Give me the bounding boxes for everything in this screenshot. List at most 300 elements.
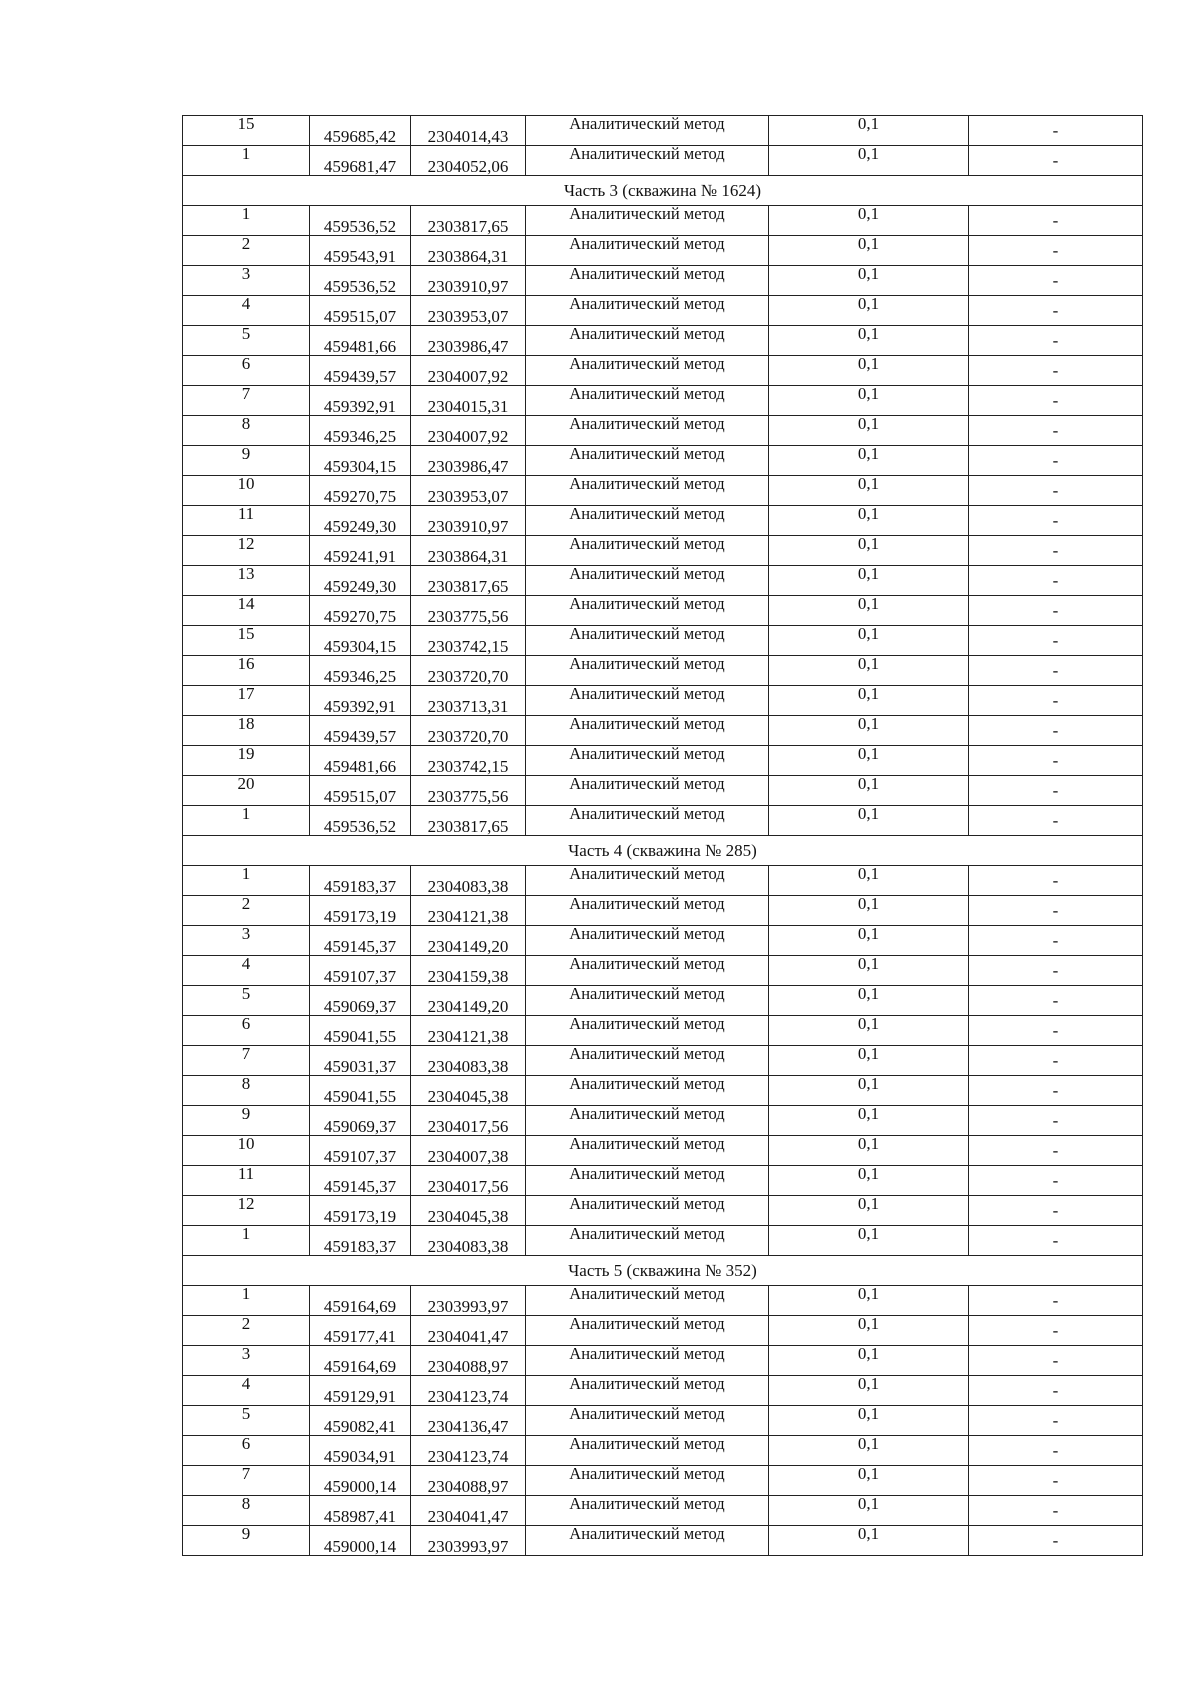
table-row [183,266,1143,296]
table-row [183,1466,1143,1496]
y-coordinate-cell: 2303864,31 [411,236,526,266]
y-coordinate-cell: 2304123,74 [411,1376,526,1406]
accuracy-cell: 0,1 [769,1346,969,1376]
point-number-cell: 1 [183,206,310,236]
table-row [183,1346,1143,1376]
method-cell: Аналитический метод [526,326,769,356]
note-cell: - [969,926,1143,956]
table-row [183,116,1143,146]
accuracy-cell: 0,1 [769,206,969,236]
accuracy-cell: 0,1 [769,1436,969,1466]
y-coordinate-cell: 2304041,47 [411,1316,526,1346]
note-cell: - [969,206,1143,236]
x-coordinate-cell: 459173,19 [310,896,411,926]
point-number-cell: 6 [183,1436,310,1466]
method-cell: Аналитический метод [526,656,769,686]
method-cell: Аналитический метод [526,686,769,716]
accuracy-cell: 0,1 [769,776,969,806]
method-cell: Аналитический метод [526,926,769,956]
y-coordinate-cell: 2304015,31 [411,386,526,416]
method-cell: Аналитический метод [526,506,769,536]
note-cell: - [969,656,1143,686]
point-number-cell: 9 [183,1106,310,1136]
table-row [183,1406,1143,1436]
x-coordinate-cell: 459392,91 [310,686,411,716]
point-number-cell: 6 [183,356,310,386]
table-row [183,356,1143,386]
method-cell: Аналитический метод [526,1526,769,1556]
note-cell: - [969,236,1143,266]
table-row [183,986,1143,1016]
table-row [183,476,1143,506]
table-row [183,1436,1143,1466]
accuracy-cell: 0,1 [769,926,969,956]
method-cell: Аналитический метод [526,1406,769,1436]
point-number-cell: 14 [183,596,310,626]
table-row [183,956,1143,986]
y-coordinate-cell: 2304045,38 [411,1196,526,1226]
method-cell: Аналитический метод [526,1496,769,1526]
method-cell: Аналитический метод [526,1046,769,1076]
accuracy-cell: 0,1 [769,1316,969,1346]
x-coordinate-cell: 459304,15 [310,446,411,476]
point-number-cell: 7 [183,386,310,416]
y-coordinate-cell: 2303910,97 [411,266,526,296]
table-row [183,1286,1143,1316]
method-cell: Аналитический метод [526,536,769,566]
accuracy-cell: 0,1 [769,1106,969,1136]
table-row [183,866,1143,896]
x-coordinate-cell: 459439,57 [310,716,411,746]
y-coordinate-cell: 2303817,65 [411,566,526,596]
accuracy-cell: 0,1 [769,506,969,536]
x-coordinate-cell: 459304,15 [310,626,411,656]
method-cell: Аналитический метод [526,296,769,326]
x-coordinate-cell: 459183,37 [310,1226,411,1256]
x-coordinate-cell: 459107,37 [310,956,411,986]
section-title: Часть 3 (скважина № 1624) [183,176,1143,206]
method-cell: Аналитический метод [526,416,769,446]
point-number-cell: 1 [183,806,310,836]
method-cell: Аналитический метод [526,266,769,296]
y-coordinate-cell: 2303986,47 [411,446,526,476]
y-coordinate-cell: 2304083,38 [411,1226,526,1256]
point-number-cell: 17 [183,686,310,716]
y-coordinate-cell: 2304149,20 [411,926,526,956]
accuracy-cell: 0,1 [769,1136,969,1166]
accuracy-cell: 0,1 [769,596,969,626]
note-cell: - [969,1526,1143,1556]
method-cell: Аналитический метод [526,626,769,656]
table-row [183,236,1143,266]
point-number-cell: 8 [183,1496,310,1526]
point-number-cell: 15 [183,116,310,146]
x-coordinate-cell: 459515,07 [310,296,411,326]
y-coordinate-cell: 2303953,07 [411,476,526,506]
accuracy-cell: 0,1 [769,1526,969,1556]
method-cell: Аналитический метод [526,1016,769,1046]
y-coordinate-cell: 2304007,92 [411,416,526,446]
accuracy-cell: 0,1 [769,1286,969,1316]
y-coordinate-cell: 2303720,70 [411,656,526,686]
point-number-cell: 5 [183,326,310,356]
note-cell: - [969,806,1143,836]
method-cell: Аналитический метод [526,1106,769,1136]
accuracy-cell: 0,1 [769,1466,969,1496]
point-number-cell: 1 [183,1226,310,1256]
note-cell: - [969,1376,1143,1406]
note-cell: - [969,716,1143,746]
table-row [183,1196,1143,1226]
point-number-cell: 6 [183,1016,310,1046]
point-number-cell: 2 [183,236,310,266]
y-coordinate-cell: 2303864,31 [411,536,526,566]
method-cell: Аналитический метод [526,1436,769,1466]
note-cell: - [969,1466,1143,1496]
note-cell: - [969,866,1143,896]
point-number-cell: 11 [183,1166,310,1196]
y-coordinate-cell: 2304052,06 [411,146,526,176]
y-coordinate-cell: 2304136,47 [411,1406,526,1436]
table-row [183,1376,1143,1406]
method-cell: Аналитический метод [526,716,769,746]
section-header-row [183,836,1143,866]
section-title: Часть 5 (скважина № 352) [183,1256,1143,1286]
y-coordinate-cell: 2303713,31 [411,686,526,716]
point-number-cell: 5 [183,1406,310,1436]
method-cell: Аналитический метод [526,956,769,986]
note-cell: - [969,536,1143,566]
x-coordinate-cell: 459173,19 [310,1196,411,1226]
note-cell: - [969,506,1143,536]
section-title: Часть 4 (скважина № 285) [183,836,1143,866]
y-coordinate-cell: 2304007,92 [411,356,526,386]
y-coordinate-cell: 2303817,65 [411,806,526,836]
note-cell: - [969,386,1143,416]
y-coordinate-cell: 2303742,15 [411,746,526,776]
coordinates-table-body [183,116,1143,1556]
accuracy-cell: 0,1 [769,1196,969,1226]
method-cell: Аналитический метод [526,806,769,836]
method-cell: Аналитический метод [526,776,769,806]
y-coordinate-cell: 2304007,38 [411,1136,526,1166]
y-coordinate-cell: 2303910,97 [411,506,526,536]
method-cell: Аналитический метод [526,896,769,926]
table-row [183,1046,1143,1076]
accuracy-cell: 0,1 [769,446,969,476]
method-cell: Аналитический метод [526,866,769,896]
note-cell: - [969,1226,1143,1256]
x-coordinate-cell: 459543,91 [310,236,411,266]
note-cell: - [969,1406,1143,1436]
point-number-cell: 20 [183,776,310,806]
method-cell: Аналитический метод [526,1226,769,1256]
note-cell: - [969,1196,1143,1226]
method-cell: Аналитический метод [526,116,769,146]
note-cell: - [969,1016,1143,1046]
point-number-cell: 19 [183,746,310,776]
table-row [183,1136,1143,1166]
method-cell: Аналитический метод [526,986,769,1016]
y-coordinate-cell: 2304083,38 [411,1046,526,1076]
x-coordinate-cell: 459145,37 [310,1166,411,1196]
table-row [183,896,1143,926]
table-row [183,1106,1143,1136]
point-number-cell: 5 [183,986,310,1016]
x-coordinate-cell: 459145,37 [310,926,411,956]
method-cell: Аналитический метод [526,746,769,776]
y-coordinate-cell: 2304149,20 [411,986,526,1016]
accuracy-cell: 0,1 [769,956,969,986]
table-row [183,326,1143,356]
y-coordinate-cell: 2303775,56 [411,596,526,626]
section-header-row [183,1256,1143,1286]
x-coordinate-cell: 459129,91 [310,1376,411,1406]
table-row [183,206,1143,236]
x-coordinate-cell: 459164,69 [310,1346,411,1376]
y-coordinate-cell: 2304014,43 [411,116,526,146]
method-cell: Аналитический метод [526,1316,769,1346]
method-cell: Аналитический метод [526,146,769,176]
accuracy-cell: 0,1 [769,146,969,176]
point-number-cell: 1 [183,146,310,176]
accuracy-cell: 0,1 [769,1046,969,1076]
x-coordinate-cell: 459536,52 [310,206,411,236]
x-coordinate-cell: 459082,41 [310,1406,411,1436]
note-cell: - [969,1286,1143,1316]
point-number-cell: 8 [183,1076,310,1106]
note-cell: - [969,1076,1143,1106]
note-cell: - [969,416,1143,446]
method-cell: Аналитический метод [526,386,769,416]
x-coordinate-cell: 459000,14 [310,1466,411,1496]
point-number-cell: 16 [183,656,310,686]
x-coordinate-cell: 459249,30 [310,566,411,596]
table-row [183,746,1143,776]
accuracy-cell: 0,1 [769,1376,969,1406]
accuracy-cell: 0,1 [769,266,969,296]
point-number-cell: 3 [183,1346,310,1376]
x-coordinate-cell: 459031,37 [310,1046,411,1076]
table-row [183,416,1143,446]
x-coordinate-cell: 459515,07 [310,776,411,806]
table-row [183,656,1143,686]
point-number-cell: 10 [183,1136,310,1166]
accuracy-cell: 0,1 [769,656,969,686]
accuracy-cell: 0,1 [769,806,969,836]
accuracy-cell: 0,1 [769,566,969,596]
y-coordinate-cell: 2303993,97 [411,1286,526,1316]
note-cell: - [969,626,1143,656]
y-coordinate-cell: 2304088,97 [411,1466,526,1496]
note-cell: - [969,1046,1143,1076]
table-row [183,1076,1143,1106]
accuracy-cell: 0,1 [769,296,969,326]
accuracy-cell: 0,1 [769,236,969,266]
accuracy-cell: 0,1 [769,1496,969,1526]
x-coordinate-cell: 459041,55 [310,1076,411,1106]
table-row [183,536,1143,566]
point-number-cell: 4 [183,1376,310,1406]
method-cell: Аналитический метод [526,1136,769,1166]
table-row [183,686,1143,716]
x-coordinate-cell: 459107,37 [310,1136,411,1166]
method-cell: Аналитический метод [526,236,769,266]
method-cell: Аналитический метод [526,1376,769,1406]
point-number-cell: 7 [183,1466,310,1496]
accuracy-cell: 0,1 [769,1166,969,1196]
x-coordinate-cell: 459481,66 [310,746,411,776]
y-coordinate-cell: 2304041,47 [411,1496,526,1526]
point-number-cell: 18 [183,716,310,746]
method-cell: Аналитический метод [526,596,769,626]
table-row [183,716,1143,746]
x-coordinate-cell: 459241,91 [310,536,411,566]
note-cell: - [969,356,1143,386]
table-row [183,446,1143,476]
accuracy-cell: 0,1 [769,1406,969,1436]
point-number-cell: 2 [183,1316,310,1346]
point-number-cell: 12 [183,1196,310,1226]
y-coordinate-cell: 2304088,97 [411,1346,526,1376]
y-coordinate-cell: 2303993,97 [411,1526,526,1556]
note-cell: - [969,1166,1143,1196]
note-cell: - [969,296,1143,326]
x-coordinate-cell: 459536,52 [310,266,411,296]
method-cell: Аналитический метод [526,1346,769,1376]
accuracy-cell: 0,1 [769,476,969,506]
note-cell: - [969,1496,1143,1526]
x-coordinate-cell: 459034,91 [310,1436,411,1466]
accuracy-cell: 0,1 [769,536,969,566]
point-number-cell: 3 [183,926,310,956]
table-row [183,566,1143,596]
x-coordinate-cell: 459685,42 [310,116,411,146]
table-row [183,626,1143,656]
x-coordinate-cell: 459536,52 [310,806,411,836]
y-coordinate-cell: 2304121,38 [411,896,526,926]
accuracy-cell: 0,1 [769,686,969,716]
method-cell: Аналитический метод [526,1166,769,1196]
y-coordinate-cell: 2304123,74 [411,1436,526,1466]
method-cell: Аналитический метод [526,1466,769,1496]
point-number-cell: 4 [183,956,310,986]
accuracy-cell: 0,1 [769,866,969,896]
point-number-cell: 12 [183,536,310,566]
x-coordinate-cell: 459177,41 [310,1316,411,1346]
y-coordinate-cell: 2304017,56 [411,1106,526,1136]
x-coordinate-cell: 459439,57 [310,356,411,386]
table-row [183,1526,1143,1556]
method-cell: Аналитический метод [526,476,769,506]
note-cell: - [969,1136,1143,1166]
note-cell: - [969,116,1143,146]
point-number-cell: 13 [183,566,310,596]
x-coordinate-cell: 459346,25 [310,656,411,686]
table-row [183,1016,1143,1046]
note-cell: - [969,1436,1143,1466]
y-coordinate-cell: 2303953,07 [411,296,526,326]
note-cell: - [969,686,1143,716]
x-coordinate-cell: 459346,25 [310,416,411,446]
method-cell: Аналитический метод [526,566,769,596]
accuracy-cell: 0,1 [769,716,969,746]
x-coordinate-cell: 459270,75 [310,476,411,506]
note-cell: - [969,986,1143,1016]
note-cell: - [969,1106,1143,1136]
y-coordinate-cell: 2303986,47 [411,326,526,356]
x-coordinate-cell: 459041,55 [310,1016,411,1046]
x-coordinate-cell: 459000,14 [310,1526,411,1556]
accuracy-cell: 0,1 [769,356,969,386]
table-row [183,146,1143,176]
y-coordinate-cell: 2304083,38 [411,866,526,896]
point-number-cell: 1 [183,866,310,896]
table-row [183,506,1143,536]
accuracy-cell: 0,1 [769,1016,969,1046]
accuracy-cell: 0,1 [769,896,969,926]
point-number-cell: 8 [183,416,310,446]
y-coordinate-cell: 2303742,15 [411,626,526,656]
coordinates-table [182,115,1143,1556]
x-coordinate-cell: 459069,37 [310,986,411,1016]
table-row [183,296,1143,326]
note-cell: - [969,1316,1143,1346]
table-row [183,1316,1143,1346]
accuracy-cell: 0,1 [769,386,969,416]
note-cell: - [969,326,1143,356]
table-row [183,1226,1143,1256]
table-row [183,1166,1143,1196]
point-number-cell: 15 [183,626,310,656]
x-coordinate-cell: 459392,91 [310,386,411,416]
y-coordinate-cell: 2304121,38 [411,1016,526,1046]
x-coordinate-cell: 459069,37 [310,1106,411,1136]
note-cell: - [969,446,1143,476]
y-coordinate-cell: 2303775,56 [411,776,526,806]
x-coordinate-cell: 459249,30 [310,506,411,536]
note-cell: - [969,776,1143,806]
point-number-cell: 9 [183,446,310,476]
accuracy-cell: 0,1 [769,326,969,356]
point-number-cell: 1 [183,1286,310,1316]
note-cell: - [969,596,1143,626]
note-cell: - [969,746,1143,776]
table-row [183,806,1143,836]
table-row [183,596,1143,626]
table-row [183,1496,1143,1526]
y-coordinate-cell: 2304017,56 [411,1166,526,1196]
point-number-cell: 4 [183,296,310,326]
note-cell: - [969,476,1143,506]
note-cell: - [969,1346,1143,1376]
y-coordinate-cell: 2303817,65 [411,206,526,236]
accuracy-cell: 0,1 [769,1226,969,1256]
point-number-cell: 3 [183,266,310,296]
point-number-cell: 10 [183,476,310,506]
x-coordinate-cell: 458987,41 [310,1496,411,1526]
method-cell: Аналитический метод [526,1286,769,1316]
x-coordinate-cell: 459164,69 [310,1286,411,1316]
point-number-cell: 11 [183,506,310,536]
accuracy-cell: 0,1 [769,116,969,146]
note-cell: - [969,566,1143,596]
method-cell: Аналитический метод [526,356,769,386]
accuracy-cell: 0,1 [769,1076,969,1106]
accuracy-cell: 0,1 [769,986,969,1016]
x-coordinate-cell: 459183,37 [310,866,411,896]
y-coordinate-cell: 2303720,70 [411,716,526,746]
